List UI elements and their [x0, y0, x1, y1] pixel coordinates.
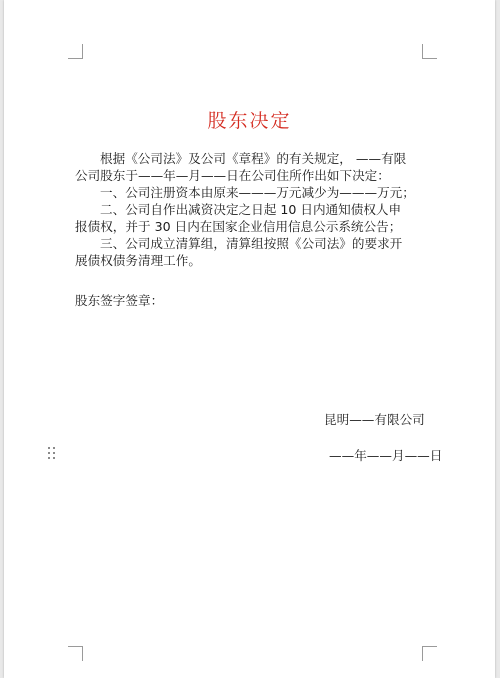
body-line-3[interactable]: 一、公司注册资本由原来———万元减少为———万元；: [100, 185, 415, 200]
margin-corner-mark-top-left: [68, 44, 83, 59]
margin-corner-mark-bottom-left: [68, 646, 83, 661]
document-page: [4, 0, 495, 678]
body-line-4[interactable]: 二、公司自作出减资决定之日起 10 日内通知债权人申: [100, 202, 402, 217]
document-title[interactable]: 股东决定: [207, 110, 292, 132]
company-name[interactable]: 昆明——有限公司: [324, 412, 425, 427]
decision-body[interactable]: [75, 150, 423, 269]
drag-grip-icon[interactable]: [48, 447, 56, 461]
date-line[interactable]: ——年——月——日: [329, 448, 443, 463]
margin-corner-mark-bottom-right: [422, 646, 437, 661]
body-line-7[interactable]: 展债权债务清理工作。: [75, 253, 201, 268]
body-line-6[interactable]: 三、公司成立清算组，清算组按照《公司法》的要求开: [100, 236, 403, 251]
body-line-2[interactable]: 公司股东于——年—月——日在公司住所作出如下决定：: [75, 168, 390, 183]
body-line-5[interactable]: 报债权，并于 30 日内在国家企业信用信息公示系统公告；: [75, 219, 402, 234]
signature-label[interactable]: 股东签字签章：: [75, 293, 164, 308]
margin-corner-mark-top-right: [422, 44, 437, 59]
body-line-1[interactable]: 根据《公司法》及公司《章程》的有关规定， ——有限: [100, 151, 407, 166]
